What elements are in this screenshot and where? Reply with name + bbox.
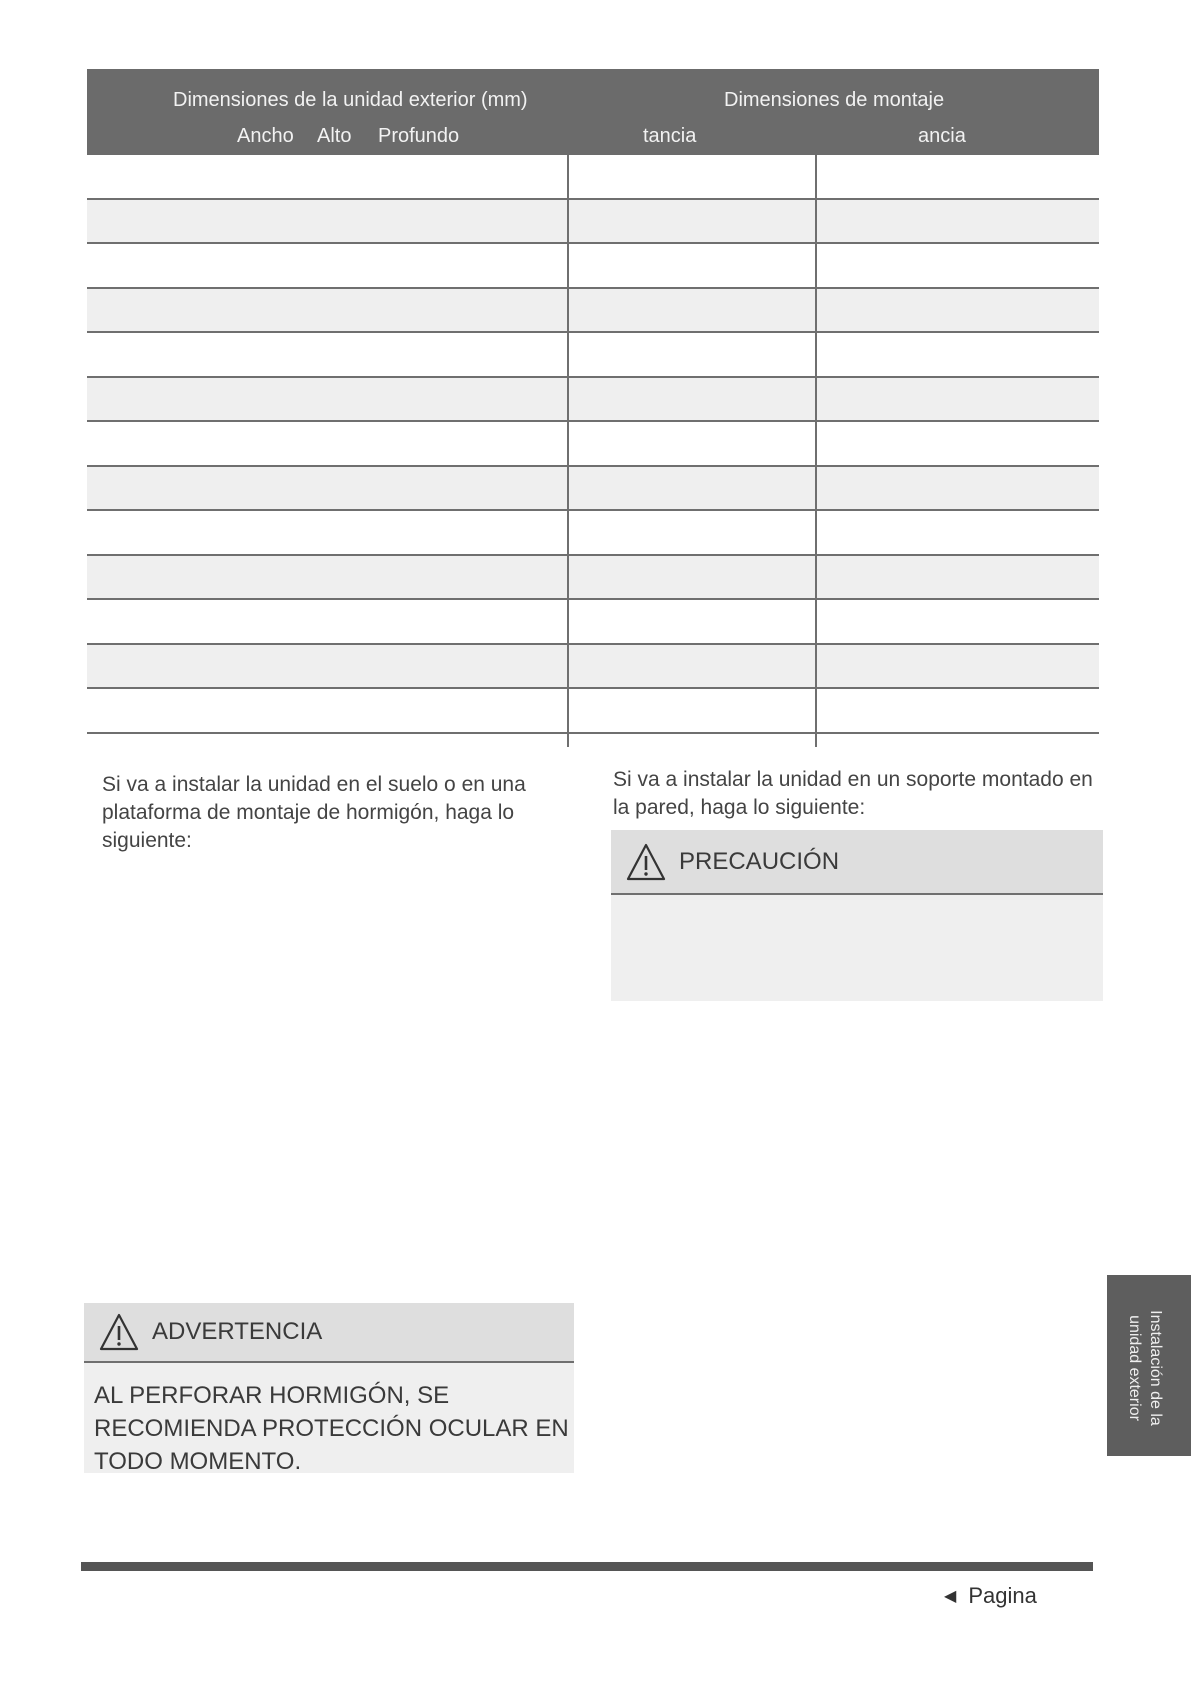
- table-row: [87, 244, 1099, 289]
- table-row: [87, 689, 1099, 734]
- left-triangle-icon: ◀: [944, 1588, 957, 1605]
- warning-header: [84, 1303, 574, 1363]
- section-side-tab: [1107, 1275, 1191, 1456]
- header-height: Alto: [317, 125, 352, 147]
- header-distance: tancia: [643, 125, 697, 147]
- table-row: [87, 511, 1099, 556]
- caution-title: PRECAUCIÓN: [679, 847, 840, 875]
- table-header: [87, 69, 1099, 155]
- table-row: [87, 155, 1099, 200]
- warning-text: AL PERFORAR HORMIGÓN, SE RECOMIENDA PROTECCIÓN OCULAR EN TODO MOMENTO.: [94, 1382, 569, 1475]
- warning-triangle-icon: [625, 842, 667, 882]
- header-width: Ancho: [237, 125, 294, 147]
- caution-header: [611, 830, 1103, 895]
- header-distance-b: ancia: [918, 125, 966, 147]
- warning-title: ADVERTENCIA: [152, 1318, 323, 1345]
- table-row: [87, 289, 1099, 334]
- header-depth: Profundo: [378, 125, 460, 147]
- side-tab-label: [1124, 1310, 1166, 1426]
- column-divider: [567, 155, 569, 747]
- column-divider: [815, 155, 817, 747]
- warning-triangle-icon: [98, 1312, 140, 1352]
- right-intro-text: Si va a instalar la unidad en un soporte montado en la pared, haga lo siguiente:: [613, 768, 1093, 819]
- side-tab-line2: unidad exterior: [1126, 1315, 1143, 1421]
- caution-body: [611, 895, 1103, 1001]
- side-tab-line1: Instalación de la: [1147, 1310, 1164, 1426]
- page-footer: [944, 1583, 1037, 1609]
- warning-body: [84, 1363, 574, 1473]
- table-row: [87, 600, 1099, 645]
- header-outdoor-dimensions: Dimensiones de la unidad exterior (mm): [173, 89, 528, 111]
- page-label: Pagina: [968, 1583, 1037, 1608]
- table-row: [87, 378, 1099, 423]
- table-row: [87, 422, 1099, 467]
- table-body: [87, 155, 1099, 734]
- left-intro-text: Si va a instalar la unidad en el suelo o en una plataforma de montaje de hormigón, haga lo siguiente:: [102, 773, 526, 852]
- table-row: [87, 645, 1099, 690]
- table-row: [87, 333, 1099, 378]
- header-mounting-dimensions: Dimensiones de montaje: [724, 89, 945, 111]
- table-row: [87, 200, 1099, 245]
- table-row: [87, 556, 1099, 601]
- footer-rule: [81, 1562, 1093, 1571]
- table-row: [87, 467, 1099, 512]
